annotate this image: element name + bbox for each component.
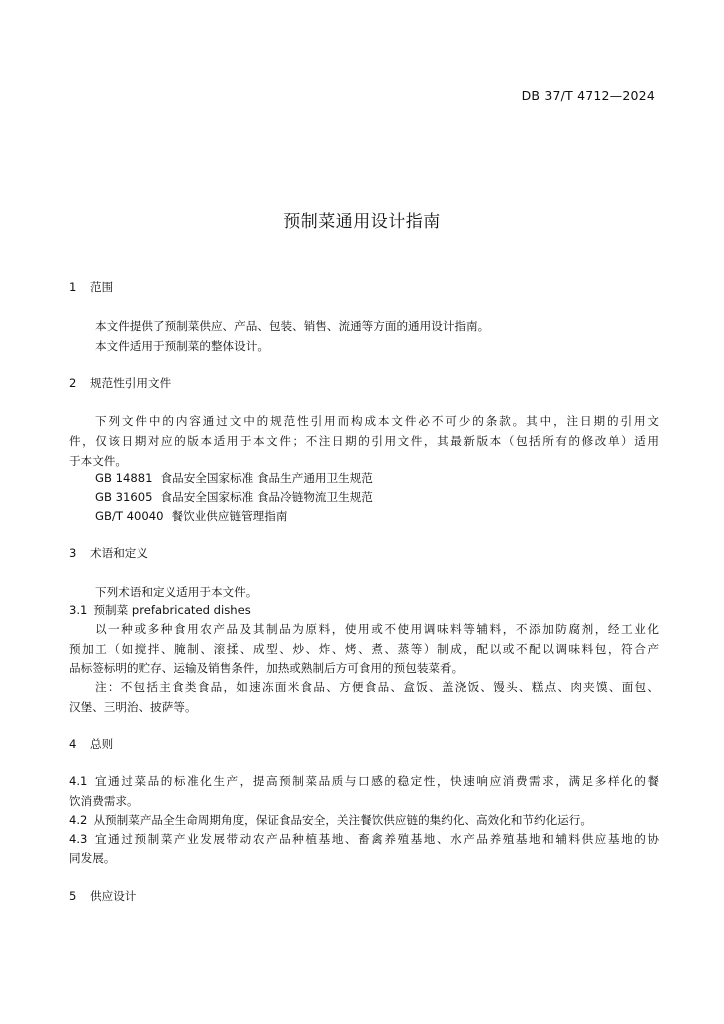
definition-line: 以一种或多种食用农产品及其制品为原料，使用或不使用调味料等辅料，不添加防腐剂，经工业化	[95, 622, 659, 636]
paragraph: 本文件适用于预制菜的整体设计。	[95, 339, 269, 353]
clause-line: 饮消费需求。	[69, 794, 139, 808]
clause-number: 4.2	[69, 813, 88, 827]
reference-title: 食品安全国家标准 食品生产通用卫生规范	[160, 471, 373, 485]
section-5-heading	[69, 886, 659, 906]
term-entry	[69, 600, 659, 620]
section-number: 3	[69, 546, 77, 560]
standard-code: DB 37/T 4712—2024	[521, 88, 655, 103]
normative-reference	[95, 487, 659, 507]
reference-code: GB 14881	[95, 471, 153, 485]
paragraph-line: 下列文件中的内容通过文中的规范性引用而构成本文件必不可少的条款。其中，注日期的引用文	[95, 414, 659, 428]
section-number: 5	[69, 889, 77, 903]
section-title: 总则	[90, 737, 114, 751]
section-number: 4	[69, 737, 77, 751]
term-number: 3.1	[69, 603, 88, 617]
section-1-heading	[69, 277, 659, 297]
section-3-heading	[69, 543, 659, 563]
section-number: 1	[69, 280, 77, 294]
clause-line	[69, 771, 659, 791]
paragraph-line: 件，仅该日期对应的版本适用于本文件；不注日期的引用文件，其最新版本（包括所有的修改单）适用	[69, 434, 659, 448]
section-title: 规范性引用文件	[90, 376, 172, 390]
clause-number: 4.1	[69, 774, 88, 788]
reference-code: GB 31605	[95, 490, 153, 504]
paragraph: 下列术语和定义适用于本文件。	[95, 585, 258, 599]
paragraph-line: 于本文件。	[69, 454, 127, 468]
section-title: 范围	[90, 280, 114, 294]
clause-line: 同发展。	[69, 851, 116, 865]
paragraph: 本文件提供了预制菜供应、产品、包装、销售、流通等方面的通用设计指南。	[95, 319, 490, 333]
normative-reference	[95, 506, 659, 526]
section-title: 供应设计	[90, 889, 137, 903]
clause-text: 宜通过菜品的标准化生产，提高预制菜品质与口感的稳定性，快速响应消费需求，满足多样化的餐	[93, 774, 659, 788]
clause-number: 4.3	[69, 832, 88, 846]
note-line: 汉堡、三明治、披萨等。	[69, 700, 197, 714]
clause-line	[69, 829, 659, 849]
section-2-heading	[69, 373, 659, 393]
clause-text: 宜通过预制菜产业发展带动农产品种植基地、畜禽养殖基地、水产品养殖基地和辅料供应基地的协	[93, 832, 659, 846]
clause-line	[69, 810, 659, 830]
document-title: 预制菜通用设计指南	[283, 212, 441, 232]
term-name: 预制菜 prefabricated dishes	[93, 603, 251, 617]
section-title: 术语和定义	[90, 546, 148, 560]
reference-code: GB/T 40040	[95, 509, 164, 523]
normative-reference	[95, 468, 659, 488]
clause-text: 从预制菜产品全生命周期角度，保证食品安全，关注餐饮供应链的集约化、高效化和节约化运行。	[93, 813, 592, 827]
section-4-heading	[69, 734, 659, 754]
note-line: 注：不包括主食类食品，如速冻面米食品、方便食品、盒饭、盖浇饭、馒头、糕点、肉夹馍、面包、	[95, 680, 659, 694]
reference-title: 餐饮业供应链管理指南	[171, 509, 288, 523]
definition-line: 预加工（如搅拌、腌制、滚揉、成型、炒、炸、烤、煮、蒸等）制成，配以或不配以调味料包，符合产	[69, 642, 659, 656]
section-number: 2	[69, 376, 77, 390]
definition-line: 品标签标明的贮存、运输及销售条件，加热或熟制后方可食用的预包装菜肴。	[69, 661, 464, 675]
reference-title: 食品安全国家标准 食品冷链物流卫生规范	[160, 490, 373, 504]
